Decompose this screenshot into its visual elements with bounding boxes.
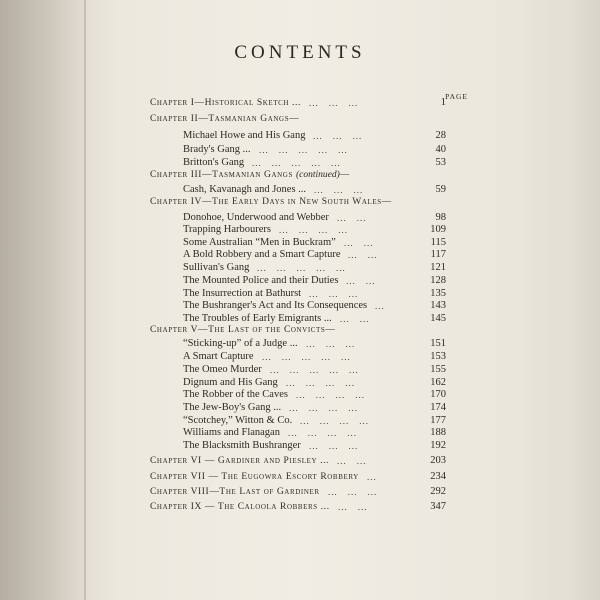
chapter-title-text: Chapter VII — The Eugowra Escort Robbery: [150, 472, 359, 482]
dot-leader: ... ...: [348, 250, 378, 260]
page-number: 162: [430, 377, 446, 388]
chapter-title-text: Chapter I—Historical Sketch ...: [150, 98, 301, 108]
toc-chapter-line: [0, 195, 600, 209]
toc-chapter-line: [0, 168, 600, 182]
toc-chapter-line: [0, 323, 600, 337]
entry-title: “Sticking-up” of a Judge ...: [183, 338, 298, 349]
entry-title: Michael Howe and His Gang: [183, 130, 306, 141]
chapter-title-continued: (continued): [295, 170, 340, 180]
chapter-title: [150, 454, 329, 468]
page-number: 121: [430, 262, 446, 273]
page-number: 155: [430, 364, 446, 375]
chapter-title: [150, 470, 359, 484]
dot-leader: ... ...: [337, 213, 367, 223]
page-number: 40: [435, 144, 446, 155]
toc-chapter-line: [0, 500, 600, 514]
chapter-title: [150, 195, 392, 209]
toc-entry-line: [0, 261, 600, 275]
toc-entry-line: [0, 223, 600, 237]
dot-leader: ... ...: [340, 314, 370, 324]
page-number: 153: [430, 351, 446, 362]
chapter-title-text: Chapter IV—The Early Days in New South Wales—: [150, 197, 392, 207]
dot-leader: ... ... ...: [309, 98, 359, 108]
toc-entry-line: [0, 274, 600, 288]
page-number: 28: [435, 130, 446, 141]
chapter-title-text: Chapter II—Tasmanian Gangs—: [150, 114, 300, 124]
entry-title: Dignum and His Gang: [183, 377, 278, 388]
page-number: 117: [430, 249, 446, 260]
entry-title: The Troubles of Early Emigrants ...: [183, 313, 332, 324]
entry-title: The Omeo Murder: [183, 364, 262, 375]
entry-title: Britton's Gang: [183, 157, 245, 168]
chapter-title: [150, 112, 299, 126]
page-number: 188: [430, 427, 446, 438]
dot-leader: ... ... ... ...: [286, 378, 355, 388]
entry-title: The Bushranger's Act and Its Consequences: [183, 300, 368, 311]
page-number: 151: [430, 338, 446, 349]
dot-leader: ... ...: [346, 276, 376, 286]
contents-heading: CONTENTS: [234, 42, 366, 63]
page-number: 98: [435, 212, 446, 223]
toc-entry-line: [0, 439, 600, 453]
page-number: 1: [440, 97, 446, 108]
dot-leader: ... ... ... ...: [300, 416, 369, 426]
entry-title: A Bold Robbery and a Smart Capture: [183, 249, 341, 260]
dot-leader: ... ... ...: [313, 131, 363, 141]
dot-leader: ... ... ... ... ...: [270, 365, 359, 375]
page-number: 177: [430, 415, 446, 426]
entry-title: The Insurrection at Bathurst: [183, 288, 302, 299]
page-number: 109: [430, 224, 446, 235]
toc-entry-line: [0, 350, 600, 364]
entry-title: “Scotchey,” Witton & Co.: [183, 415, 293, 426]
chapter-title-suffix: —: [339, 170, 350, 180]
dot-leader: ... ... ...: [314, 185, 364, 195]
entry-title: The Robber of the Caves: [183, 389, 288, 400]
chapter-title-text: Chapter VI — Gardiner and Piesley ...: [150, 456, 330, 466]
dot-leader: ... ... ... ... ...: [259, 145, 348, 155]
chapter-title: [150, 168, 350, 182]
page-number: 170: [430, 389, 446, 400]
dot-leader: ...: [375, 301, 385, 311]
page-number: 234: [430, 471, 446, 482]
page-number: 115: [430, 237, 446, 248]
toc-chapter-line: [0, 485, 600, 499]
chapter-title: [150, 96, 301, 110]
page-number: 174: [430, 402, 446, 413]
dot-leader: ... ... ...: [309, 441, 359, 451]
dot-leader: ... ...: [338, 502, 368, 512]
toc-entry-line: [0, 401, 600, 415]
page-number: 145: [430, 313, 446, 324]
entry-title: The Jew-Boy's Gang ...: [183, 402, 282, 413]
entry-title: Cash, Kavanagh and Jones ...: [183, 184, 307, 195]
entry-title: Williams and Flanagan: [183, 427, 280, 438]
toc-entry-line: [0, 129, 600, 143]
entry-title: Sullivan's Gang: [183, 262, 250, 273]
page-number: 135: [430, 288, 446, 299]
entry-title: The Blacksmith Bushranger: [183, 440, 301, 451]
entry-title: Trapping Harbourers: [183, 224, 271, 235]
chapter-title: [150, 323, 336, 337]
dot-leader: ... ... ... ... ...: [262, 352, 351, 362]
chapter-title: [150, 485, 320, 499]
entry-title: A Smart Capture: [183, 351, 254, 362]
toc-chapter-line: [0, 112, 600, 126]
toc-chapter-line: [0, 454, 600, 468]
toc-entry-line: [0, 143, 600, 157]
chapter-title-text: Chapter VIII—The Last of Gardiner: [150, 487, 320, 497]
toc-chapter-line: [0, 96, 600, 110]
page-number: 53: [435, 157, 446, 168]
dot-leader: ...: [367, 472, 377, 482]
toc-chapter-line: [0, 470, 600, 484]
chapter-title-text: Chapter IX — The Caloola Robbers ...: [150, 502, 330, 512]
chapter-title-text: Chapter V—The Last of the Convicts—: [150, 325, 336, 335]
page-column-label: PAGE: [445, 92, 468, 101]
page-number: 143: [430, 300, 446, 311]
toc-entry-line: [0, 337, 600, 351]
entry-title: Some Australian “Men in Buckram”: [183, 237, 336, 248]
page-number: 347: [430, 501, 446, 512]
dot-leader: ... ... ... ...: [288, 428, 357, 438]
chapter-title: [150, 500, 330, 514]
page-number: 59: [435, 184, 446, 195]
dot-leader: ... ... ... ... ...: [252, 158, 341, 168]
toc-entry-line: [0, 363, 600, 377]
page-number: 192: [430, 440, 446, 451]
dot-leader: ... ...: [337, 456, 367, 466]
dot-leader: ... ... ...: [328, 487, 378, 497]
dot-leader: ... ... ... ...: [296, 390, 365, 400]
entry-title: The Mounted Police and their Duties: [183, 275, 339, 286]
entry-title: Donohoe, Underwood and Webber: [183, 212, 329, 223]
toc-entry-line: [0, 248, 600, 262]
page-number: 292: [430, 486, 446, 497]
dot-leader: ... ... ... ...: [279, 225, 348, 235]
toc-entry-line: [0, 299, 600, 313]
dot-leader: ... ... ...: [309, 289, 359, 299]
dot-leader: ... ... ...: [306, 339, 356, 349]
dot-leader: ... ... ... ...: [289, 403, 358, 413]
dot-leader: ... ... ... ... ...: [257, 263, 346, 273]
toc-entry-line: [0, 388, 600, 402]
entry-title: Brady's Gang ...: [183, 144, 251, 155]
page-number: 128: [430, 275, 446, 286]
chapter-title-text: Chapter III—Tasmanian Gangs: [150, 170, 293, 180]
dot-leader: ... ...: [344, 238, 374, 248]
toc-entry-line: [0, 426, 600, 440]
page-number: 203: [430, 455, 446, 466]
